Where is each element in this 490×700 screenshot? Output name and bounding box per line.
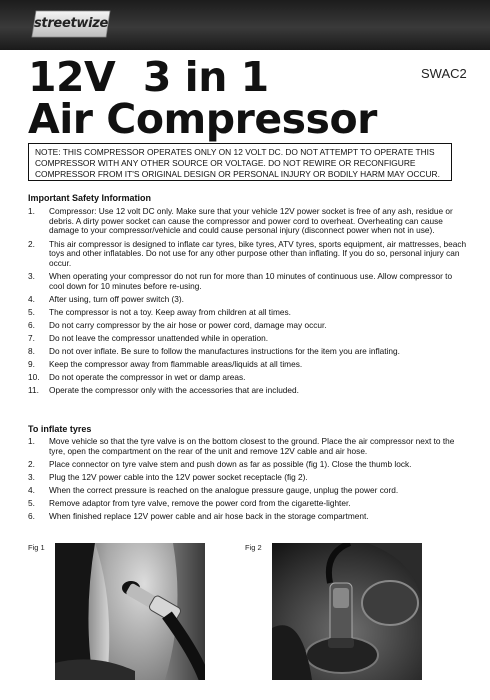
safety-list bbox=[28, 207, 468, 400]
safety-item-number: 9. bbox=[28, 359, 35, 370]
safety-item bbox=[28, 386, 468, 396]
inflate-item-number: 5. bbox=[28, 498, 35, 509]
safety-item bbox=[28, 347, 468, 357]
safety-item-number: 6. bbox=[28, 319, 35, 330]
inflate-item-text: Place connector on tyre valve stem and push down as far as possible (fig 1). Close the thumb lock. bbox=[49, 458, 412, 469]
title-line-1: 12V 3 in 1 bbox=[28, 53, 269, 101]
safety-item bbox=[28, 373, 468, 383]
fig2-label: Fig 2 bbox=[245, 543, 262, 552]
inflate-item-text: Plug the 12V power cable into the 12V power socket receptacle (fig 2). bbox=[49, 471, 308, 482]
inflate-item bbox=[28, 460, 468, 470]
product-code: SWAC2 bbox=[421, 66, 467, 81]
inflate-item-number: 3. bbox=[28, 471, 35, 482]
inflate-item bbox=[28, 437, 468, 456]
title-line-2: Air Compressor bbox=[28, 95, 377, 143]
inflate-heading: To inflate tyres bbox=[28, 424, 92, 434]
safety-item-text: After using, turn off power switch (3). bbox=[49, 293, 184, 304]
inflate-item-text: Remove adaptor from tyre valve, remove the power cord from the cigarette-lighter. bbox=[49, 498, 351, 509]
safety-heading: Important Safety Information bbox=[28, 193, 152, 203]
safety-item-text: Do not carry compressor by the air hose or power cord, damage may occur. bbox=[49, 319, 327, 330]
inflate-item-text: When finished replace 12V power cable and air hose back in the storage compartment. bbox=[49, 511, 369, 522]
safety-item-text: Compressor: Use 12 volt DC only. Make sure that your vehicle 12V power socket is free of any ash, residue or debris. A dirty power socket can cause the compressor and power cord to overheat. Overheating can cause damage to your compressor/vehicle and could cause personal injury (disconnect power when not in use). bbox=[49, 206, 453, 236]
inflate-item-number: 6. bbox=[28, 511, 35, 522]
fig1-label: Fig 1 bbox=[28, 543, 45, 552]
fig1-photo-tyre-valve bbox=[55, 543, 205, 680]
page-title bbox=[28, 53, 377, 143]
safety-item bbox=[28, 360, 468, 370]
safety-item bbox=[28, 321, 468, 331]
safety-item-number: 1. bbox=[28, 206, 35, 216]
safety-item bbox=[28, 240, 468, 269]
safety-item-text: Do not over inflate. Be sure to follow the manufactures instructions for the item you are inflating. bbox=[49, 346, 400, 357]
safety-item-number: 3. bbox=[28, 271, 35, 281]
inflate-item-text: Move vehicle so that the tyre valve is on the bottom closest to the ground. Place the air compressor next to the tyre, open the compartment on the rear of the unit and remove 12V cable and air hose. bbox=[49, 436, 455, 456]
inflate-item-number: 1. bbox=[28, 436, 35, 446]
safety-item-number: 8. bbox=[28, 346, 35, 357]
inflate-item-text: When the correct pressure is reached on the analogue pressure gauge, unplug the power cord. bbox=[49, 484, 399, 495]
inflate-item bbox=[28, 512, 468, 522]
safety-item-number: 2. bbox=[28, 238, 35, 249]
inflate-item bbox=[28, 486, 468, 496]
inflate-item bbox=[28, 473, 468, 483]
safety-item-text: Do not operate the compressor in wet or damp areas. bbox=[49, 372, 246, 383]
safety-item bbox=[28, 308, 468, 318]
inflate-item-number: 4. bbox=[28, 484, 35, 495]
safety-item-number: 11. bbox=[28, 385, 39, 396]
warning-note: NOTE: THIS COMPRESSOR OPERATES ONLY ON 12 VOLT DC. DO NOT ATTEMPT TO OPERATE THIS COMPRESSOR WITH ANY OTHER SOURCE OR VOLTAGE. DO NOT REWIRE OR RECONFIGURE COMPRESSOR FROM IT'S ORIGINAL DESIGN OR PERSONAL INJURY OR BODILY HARM MAY OCCUR. bbox=[28, 143, 452, 181]
safety-item-text: Operate the compressor only with the accessories that are included. bbox=[49, 385, 299, 396]
inflate-item-number: 2. bbox=[28, 458, 35, 469]
safety-item-text: When operating your compressor do not run for more than 10 minutes of continuous use. Allow compressor to cool down for 10 minutes before re-using. bbox=[49, 271, 453, 291]
safety-item bbox=[28, 272, 468, 291]
inflate-list bbox=[28, 437, 468, 525]
safety-item bbox=[28, 207, 468, 236]
safety-item-number: 4. bbox=[28, 293, 35, 304]
fig2-photo-power-socket bbox=[272, 543, 422, 680]
safety-item-number: 5. bbox=[28, 306, 35, 317]
safety-item-number: 7. bbox=[28, 333, 35, 344]
safety-item-text: This air compressor is designed to inflate car tyres, bike tyres, ATV tyres, sports equipment, air mattresses, beach toys and other inflatables. Do not use for any other purpose other than inflating. If you do so, personal injury can occur. bbox=[49, 238, 467, 268]
safety-item-text: Keep the compressor away from flammable areas/liquids at all times. bbox=[49, 359, 303, 370]
safety-item-text: Do not leave the compressor unattended while in operation. bbox=[49, 333, 269, 344]
safety-item-number: 10. bbox=[28, 372, 40, 383]
inflate-item bbox=[28, 499, 468, 509]
logo-text: streetwize bbox=[33, 16, 109, 31]
safety-item-text: The compressor is not a toy. Keep away from children at all times. bbox=[49, 306, 291, 317]
safety-item bbox=[28, 334, 468, 344]
safety-item bbox=[28, 295, 468, 305]
